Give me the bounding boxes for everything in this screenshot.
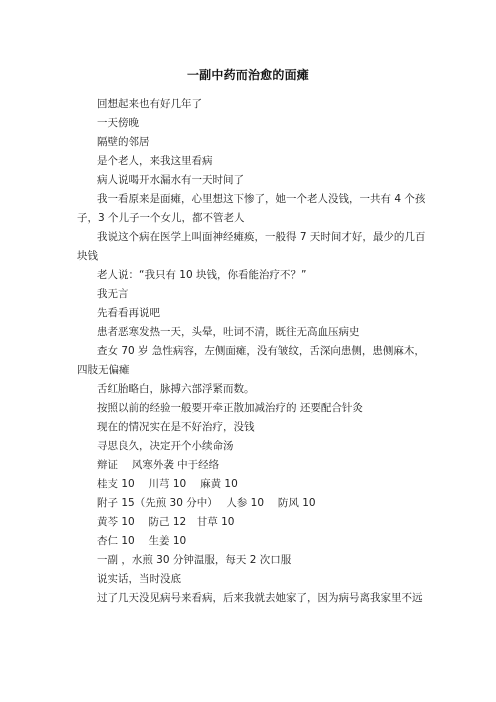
paragraph: 病人说喝开水漏水有一天时间了	[97, 174, 244, 186]
paragraph: 一副 ，水煎 30 分钟温服，每天 2 次口服	[97, 554, 292, 566]
paragraph: 我说这个病在医学上叫面神经瘫痪，一般得 7 天时间才好，最少的几百块钱	[77, 231, 426, 262]
paragraph: 过了几天没见病号来看病，后来我就去她家了，因为病号离我家里不远	[97, 592, 423, 604]
paragraph: 杏仁 10 生姜 10	[97, 535, 187, 547]
paragraph: 黄芩 10 防己 12 甘草 10	[97, 516, 235, 528]
paragraph: 现在的情况实在是不好治疗，没钱	[97, 421, 255, 433]
document-title: 一副中药而治愈的面瘫	[186, 68, 309, 82]
paragraph: 患者恶寒发热一天，头晕，吐词不清，既往无高血压病史	[97, 326, 360, 338]
paragraph: 老人说：“我只有 10 块钱，你看能治疗不？”	[97, 269, 307, 281]
paragraph: 隔壁的邻居	[97, 136, 150, 148]
document-body	[77, 95, 427, 608]
paragraph: 寻思良久，决定开个小续命汤	[97, 440, 234, 452]
paragraph: 一天傍晚	[97, 117, 139, 129]
paragraph: 辩证 风寒外袭 中于经络	[97, 459, 220, 471]
paragraph: 我无言	[97, 288, 129, 300]
paragraph: 回想起来也有好几年了	[97, 98, 202, 110]
paragraph: 附子 15（先煎 30 分中） 人参 10 防风 10	[97, 497, 316, 509]
paragraph: 我一看原来是面瘫，心里想这下惨了，她一个老人没钱，一共有 4 个孩子，3 个儿子一个女儿，都不管老人	[77, 193, 426, 224]
paragraph: 是个老人，来我这里看病	[97, 155, 213, 167]
paragraph: 桂支 10 川芎 10 麻黄 10	[97, 478, 238, 490]
paragraph: 先看看再说吧	[97, 307, 160, 319]
paragraph: 舌红胎略白，脉搏六部浮紧而数。	[97, 383, 255, 395]
paragraph: 按照以前的经验一般要开牵正散加减治疗的 还要配合针灸	[97, 402, 363, 414]
paragraph: 查女 70 岁 急性病容，左侧面瘫，没有皱纹，舌深向患侧，患侧麻木，四肢无偏瘫	[77, 345, 425, 376]
paragraph: 说实话，当时没底	[97, 573, 181, 585]
